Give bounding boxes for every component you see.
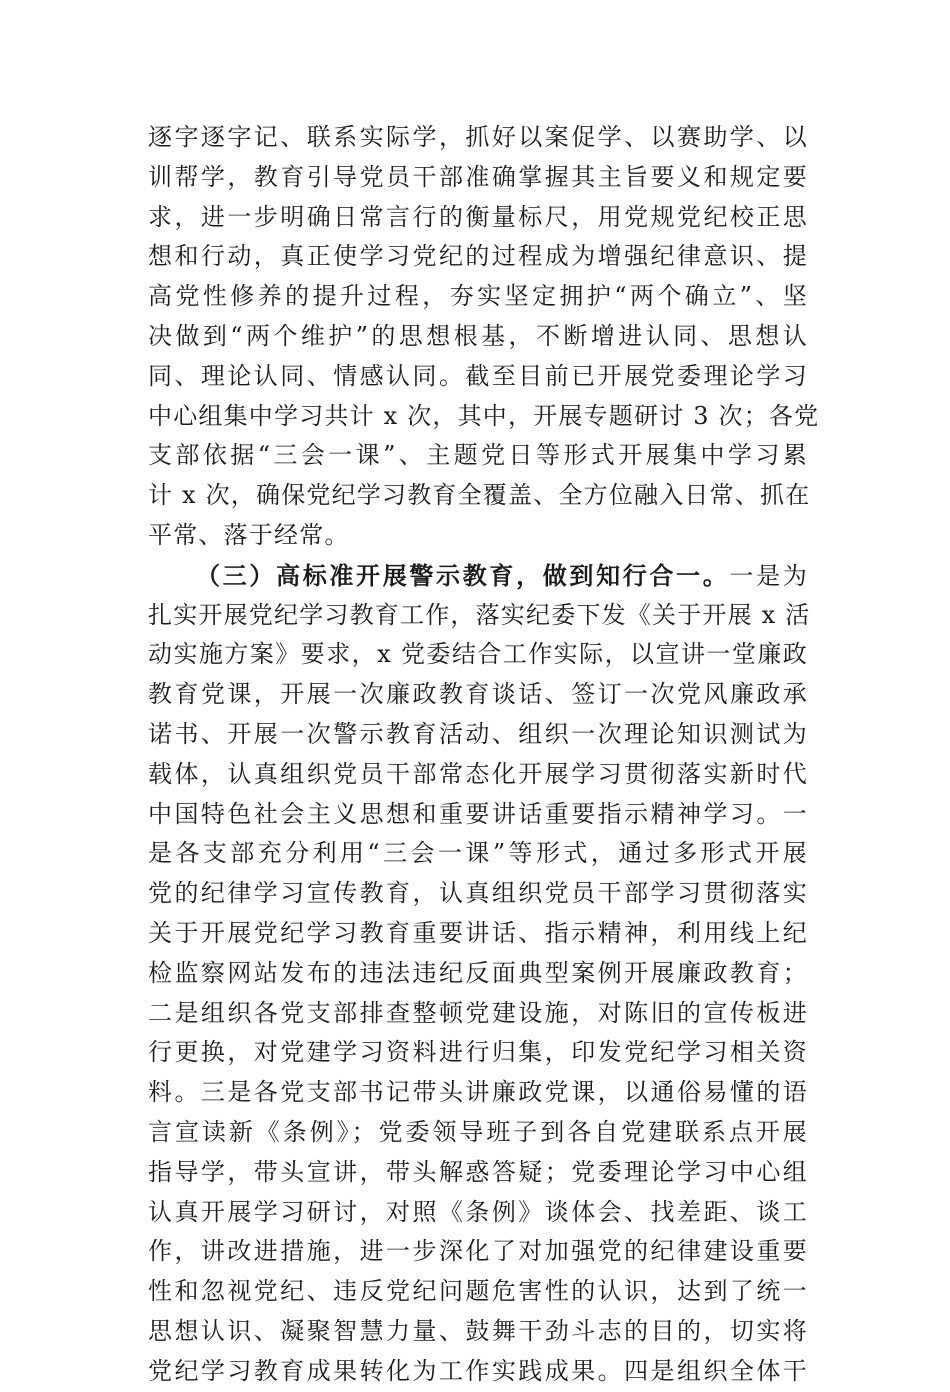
text-line: 想和行动，真正使学习党纪的过程成为增强纪律意识、提	[148, 242, 808, 271]
text-run: 一是为	[729, 561, 808, 590]
text-line: 思想认识、凝聚智慧力量、鼓舞干劲斗志的目的，切实将	[148, 1316, 808, 1345]
text-line: 教育党课，开展一次廉政教育谈话、签订一次党风廉政承	[148, 680, 808, 709]
text-line: 计 x 次，确保党纪学习教育全覆盖、全方位融入日常、抓在	[148, 481, 811, 510]
text-line: 二是组织各党支部排查整顿党建设施，对陈旧的宣传板进	[148, 998, 808, 1027]
text-line: 动实施方案》要求，x 党委结合工作实际，以宣讲一堂廉政	[148, 640, 808, 669]
section-heading: （三）高标准开展警示教育，做到知行合一。	[196, 560, 730, 590]
text-line: 作，讲改进措施，进一步深化了对加强党的纪律建设重要	[148, 1237, 808, 1266]
text-line: 中国特色社会主义思想和重要讲话重要指示精神学习。一	[148, 799, 808, 828]
text-line: 中心组集中学习共计 x 次，其中，开展专题研讨 3 次；各党	[148, 401, 820, 430]
text-line: 性和忽视党纪、违反党纪问题危害性的认识，达到了统一	[148, 1277, 808, 1306]
text-line: 扎实开展党纪学习教育工作，落实纪委下发《关于开展 x 活	[148, 600, 811, 629]
text-line: 支部依据“三会一课”、主题党日等形式开展集中学习累	[148, 441, 808, 470]
text-line: 诺书、开展一次警示教育活动、组织一次理论知识测试为	[148, 719, 808, 748]
section-heading-line	[148, 556, 808, 596]
text-line: 训帮学，教育引导党员干部准确掌握其主旨要义和规定要	[148, 162, 808, 191]
text-line: 关于开展党纪学习教育重要讲话、指示精神，利用线上纪	[148, 918, 808, 947]
text-line: 求，进一步明确日常言行的衡量标尺，用党规党纪校正思	[148, 202, 808, 231]
text-line: 检监察网站发布的违法违纪反面典型案例开展廉政教育；	[148, 958, 808, 987]
text-line: 逐字逐字记、联系实际学，抓好以案促学、以赛助学、以	[148, 123, 808, 151]
document-body	[148, 118, 820, 1392]
text-line: 载体，认真组织党员干部常态化开展学习贯彻落实新时代	[148, 759, 808, 788]
text-line: 高党性修养的提升过程，夯实坚定拥护“两个确立”、坚	[148, 282, 808, 311]
paragraph-1	[148, 118, 820, 556]
text-line: 决做到“两个维护”的思想根基，不断增进认同、思想认	[148, 321, 808, 350]
text-line: 言宣读新《条例》；党委领导班子到各自党建联系点开展	[148, 1117, 808, 1146]
text-line: 是各支部充分利用“三会一课”等形式，通过多形式开展	[148, 839, 808, 868]
text-line: 指导学，带头宣讲，带头解惑答疑；党委理论学习中心组	[148, 1157, 808, 1186]
text-line: 认真开展学习研讨，对照《条例》谈体会、找差距、谈工	[148, 1197, 808, 1226]
text-line: 平常、落于经常。	[148, 520, 350, 549]
text-line: 行更换，对党建学习资料进行归集，印发党纪学习相关资	[148, 1038, 808, 1067]
text-line: 同、理论认同、情感认同。截至目前已开展党委理论学习	[148, 361, 808, 390]
text-line: 党的纪律学习宣传教育，认真组织党员干部学习贯彻落实	[148, 879, 808, 908]
text-line: 料。三是各党支部书记带头讲廉政党课，以通俗易懂的语	[148, 1078, 808, 1107]
text-line: 党纪学习教育成果转化为工作实践成果。四是组织全体干	[148, 1356, 808, 1385]
paragraph-2	[148, 556, 811, 1392]
